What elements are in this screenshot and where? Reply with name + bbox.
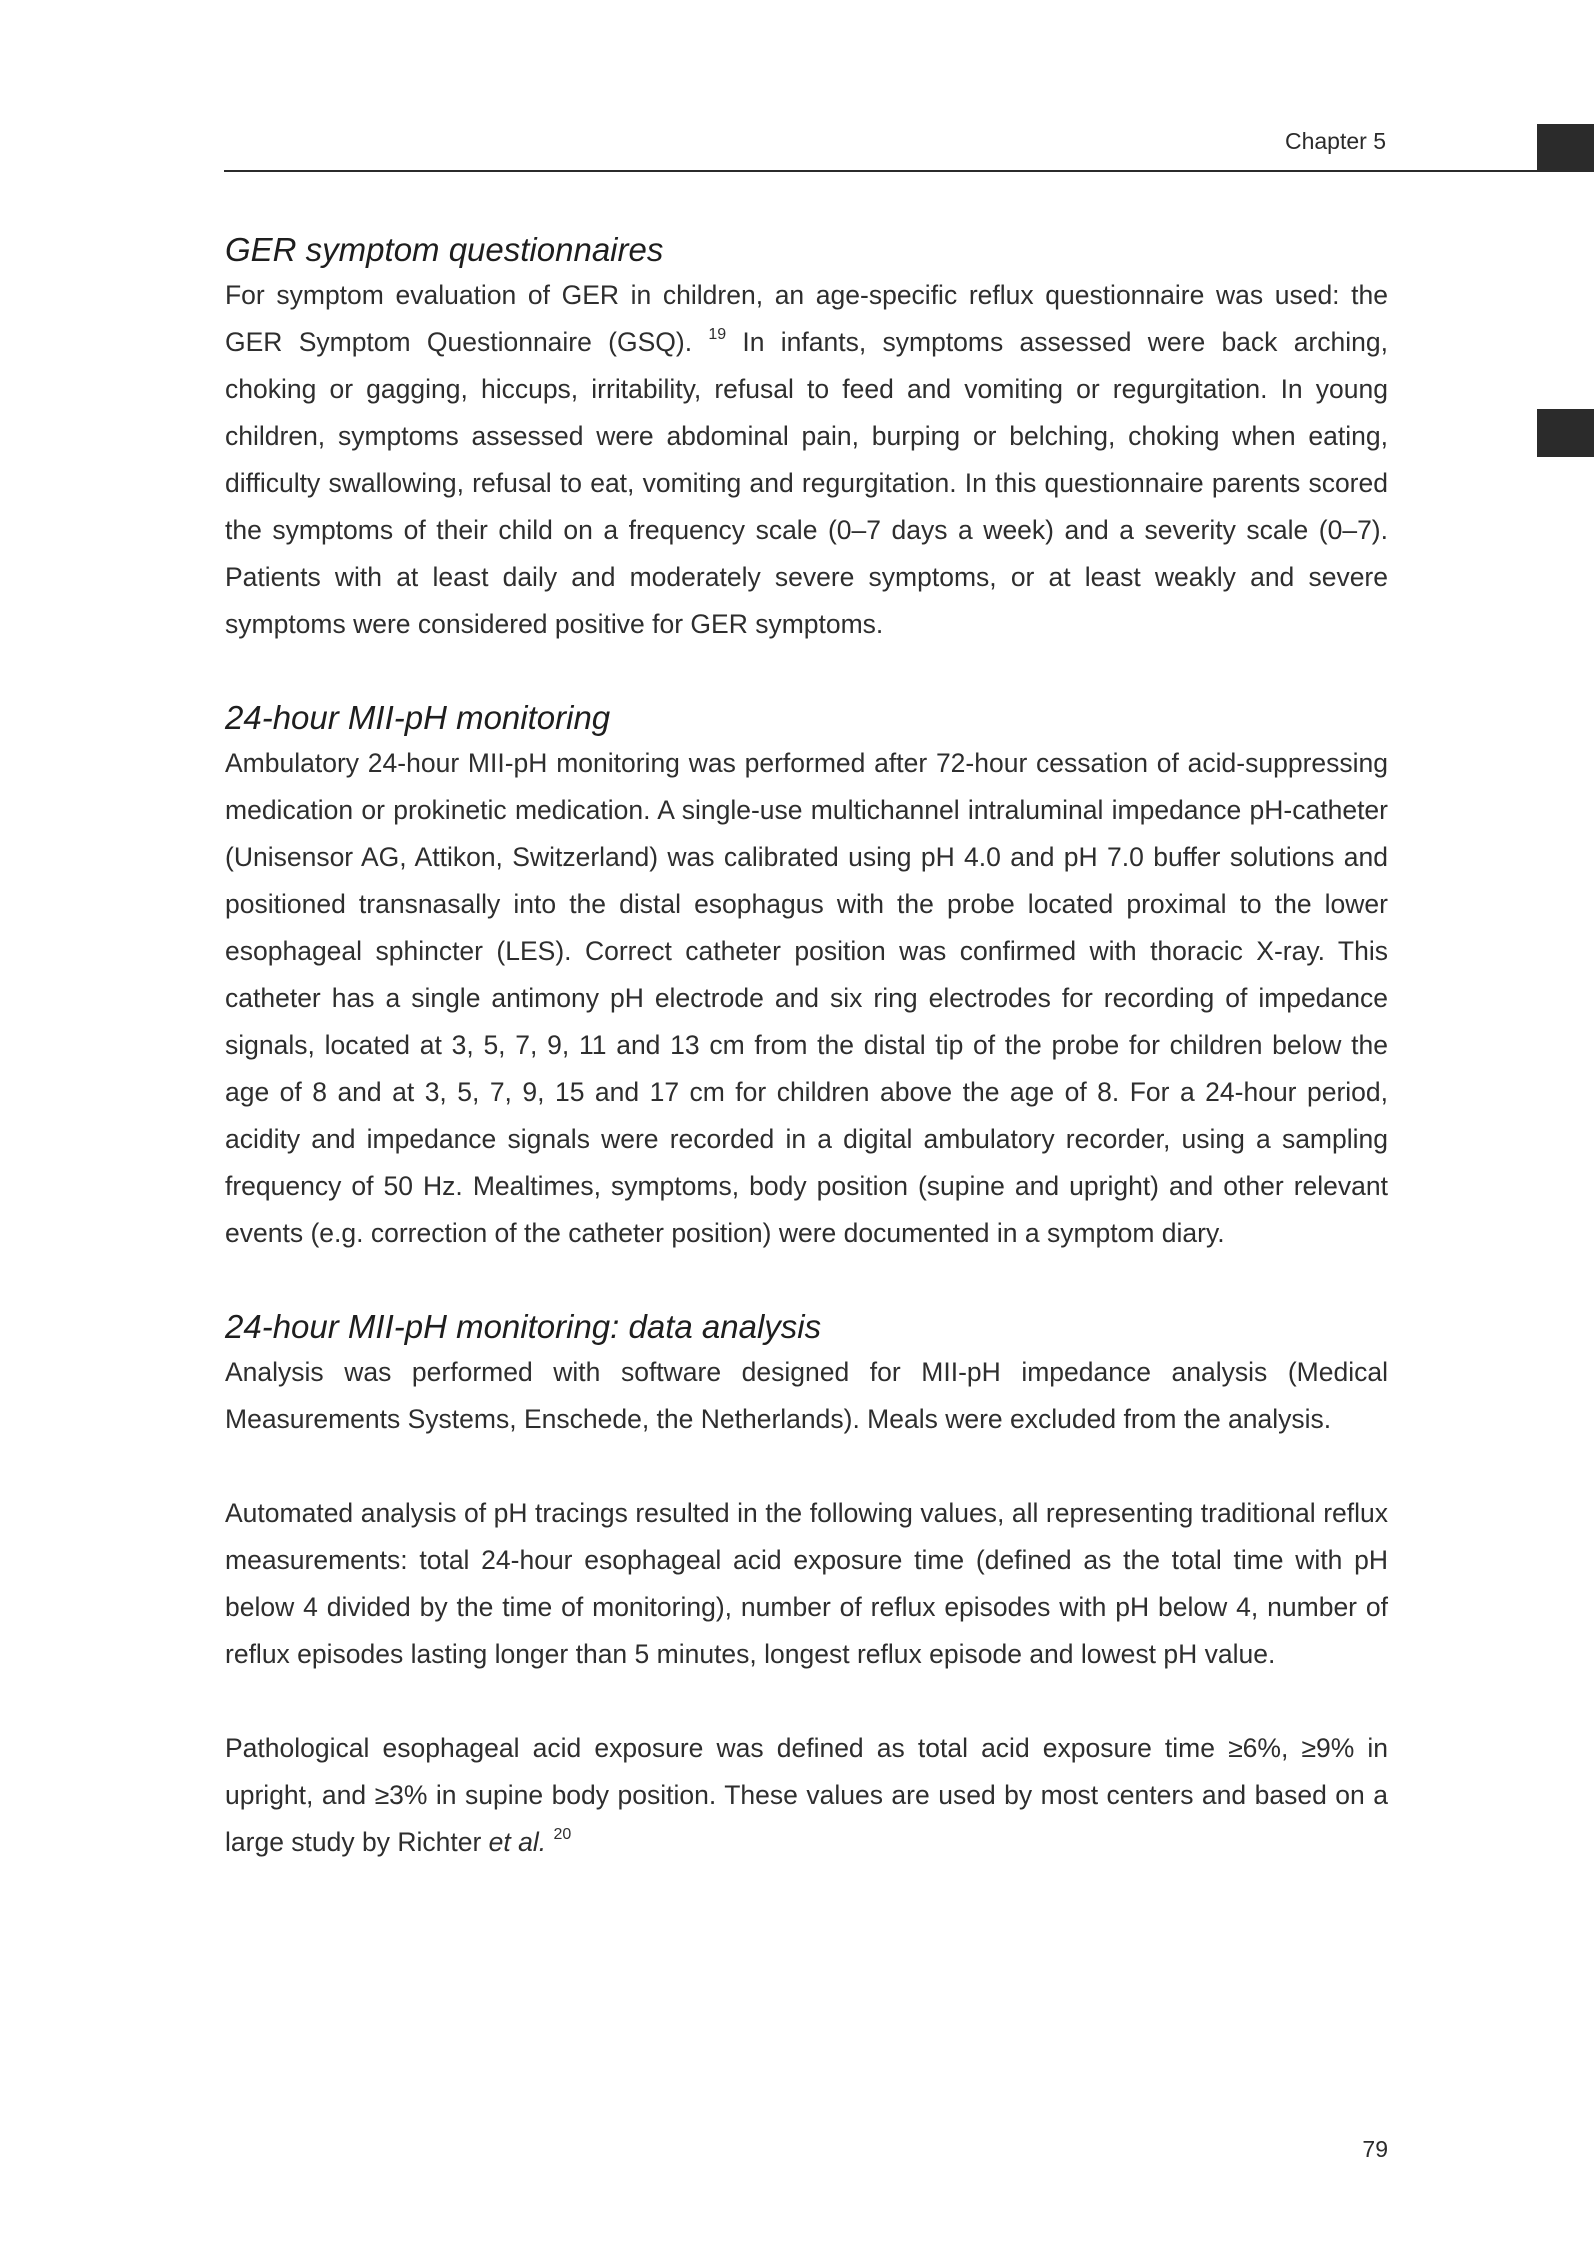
section-heading: 24-hour MII-pH monitoring: data analysis (225, 1308, 822, 1345)
et-al: et al. (488, 1827, 547, 1857)
citation-ref: 20 (553, 1826, 572, 1843)
paragraph-text: In infants, symptoms assessed were back arching, choking or gagging, hiccups, irritability, refusal to feed and vomiting or regurgitation. In young children, symptoms assessed were abdominal pain, burping or belching, choking when eating, difficulty swallowing, refusal to eat, vomiting and regurgitation. In this questionnaire parents scored the symptoms of their child on a frequency scale (0–7 days a week) and a severity scale (0–7). Patients with at least daily and moderately severe symptoms, or at least weakly and severe symptoms were considered positive for GER symptoms. (225, 327, 1388, 639)
section-heading: 24-hour MII-pH monitoring (225, 699, 611, 736)
paragraph: Analysis was performed with software designed for MII-pH impedance analysis (Medical Measurements Systems, Enschede, the Netherlands). Meals were excluded from the analysis. (225, 1357, 1388, 1434)
section-heading: GER symptom questionnaires (225, 231, 664, 268)
main-content (225, 228, 1388, 1866)
paragraph: Automated analysis of pH tracings resulted in the following values, all representing traditional reflux measurements: total 24-hour esophageal acid exposure time (defined as the total time with pH below 4 divided by the time of monitoring), number of reflux episodes with pH below 4, number of reflux episodes lasting longer than 5 minutes, longest reflux episode and lowest pH value. (225, 1498, 1388, 1669)
chapter-thumb-index (1537, 409, 1594, 457)
paragraph-text: For symptom evaluation of GER in children, an age-specific reflux questionnaire was used: the GER Symptom Questionnaire (GSQ). (225, 280, 1388, 357)
section-mii-ph-data-analysis (225, 1305, 1388, 1866)
spacer (225, 648, 1388, 696)
page-number: 79 (1362, 2136, 1388, 2162)
citation-ref: 19 (708, 326, 727, 343)
chapter-label: Chapter 5 (1284, 128, 1386, 154)
paragraph (225, 272, 1388, 648)
paragraph-text: Pathological esophageal acid exposure was defined as total acid exposure time ≥6%, ≥9% in upright, and ≥3% in supine body position. These values are used by most centers and based on a large study by Richter (225, 1733, 1388, 1857)
paragraph: Ambulatory 24-hour MII-pH monitoring was performed after 72-hour cessation of acid-suppressing medication or prokinetic medication. A single-use multichannel intraluminal impedance pH-catheter (Unisensor AG, Attikon, Switzerland) was calibrated using pH 4.0 and pH 7.0 buffer solutions and positioned transnasally into the distal esophagus with the probe located proximal to the lower esophageal sphincter (LES). Correct catheter position was confirmed with thoracic X-ray. This catheter has a single antimony pH electrode and six ring electrodes for recording of impedance signals, located at 3, 5, 7, 9, 11 and 13 cm from the distal tip of the probe for children below the age of 8 and at 3, 5, 7, 9, 15 and 17 cm for children above the age of 8. For a 24-hour period, acidity and impedance signals were recorded in a digital ambulatory recorder, using a sampling frequency of 50 Hz. Mealtimes, symptoms, body position (supine and upright) and other relevant events (e.g. correction of the catheter position) were documented in a symptom diary. (225, 748, 1388, 1248)
spacer (225, 1257, 1388, 1305)
spacer (225, 1443, 1388, 1490)
spacer (225, 1678, 1388, 1725)
section-ger-symptom-questionnaires (225, 228, 1388, 648)
chapter-tab-marker (1537, 124, 1594, 172)
header-rule (224, 170, 1594, 172)
paragraph (225, 1725, 1388, 1866)
section-mii-ph-monitoring (225, 696, 1388, 1257)
